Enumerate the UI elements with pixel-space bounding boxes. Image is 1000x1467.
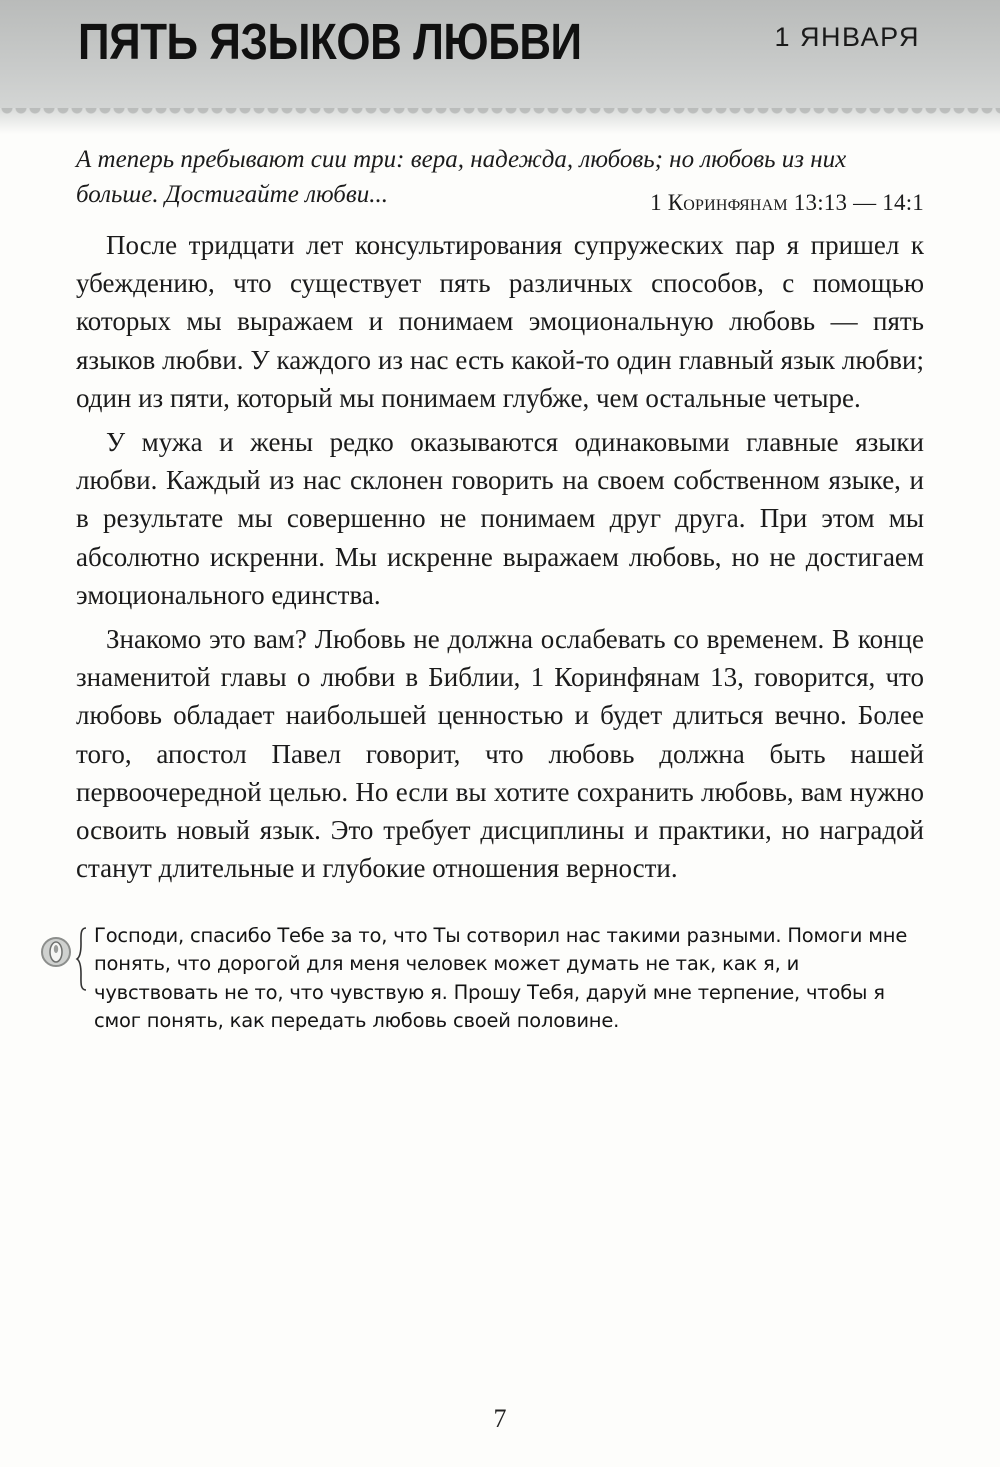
epigraph-quote: А теперь пребывают сии три: вера, надежда, любовь; но любовь из них больше. Достигайте любви... bbox=[76, 146, 847, 208]
body-paragraph: У мужа и жены редко оказываются одинаковыми главные языки любви. Каждый из нас склонен говорить на своем собственном языке, и в результате мы совершенно не понимаем друг друга. При этом мы абсолютно искренни. Мы искренне выражаем любовь, но не достигаем эмоционального единства. bbox=[76, 427, 924, 610]
epigraph bbox=[76, 142, 924, 215]
date-label: 1 ЯНВАРЯ bbox=[774, 22, 920, 52]
prayer-block bbox=[38, 922, 938, 1034]
page-title: ПЯТЬ ЯЗЫКОВ ЛЮБВИ bbox=[78, 13, 582, 70]
body-paragraph: После тридцати лет консультирования супружеских пар я пришел к убеждению, что существует пять различных способов, с помощью которых мы выражаем и понимаем эмоциональную любовь — пять языков любви. У каждого из нас есть какой-то один главный язык любви; один из пяти, который мы понимаем глубже, чем остальные четыре. bbox=[76, 230, 924, 413]
brace-ornament bbox=[75, 926, 89, 992]
epigraph-reference: 1 Коринфянам 13:13 — 14:1 bbox=[650, 190, 924, 215]
header-ornament-edge bbox=[0, 108, 1000, 134]
page-number: 7 bbox=[493, 1404, 507, 1433]
body-text bbox=[76, 226, 924, 893]
candle-icon bbox=[38, 934, 74, 970]
body-paragraph: Знакомо это вам? Любовь не должна ослабевать со временем. В конце знаменитой главы о любви в Библии, 1 Коринфянам 13, говорится, что любовь обладает наибольшей ценностью и будет длиться вечно. Более того, апостол Павел говорит, что любовь должна быть нашей первоочередной целью. Но если вы хотите сохранить любовь, вам нужно освоить новый язык. Это требует дисциплины и практики, но наградой станут длительные и глубокие отношения верности. bbox=[76, 624, 924, 884]
prayer-text: Господи, спасибо Тебе за то, что Ты сотворил нас такими разными. Помоги мне понять, что дорогой для меня человек может думать не так, как я, и чувствовать не то, что чувствую я. Прошу Тебя, даруй мне терпение, чтобы я смог понять, как передать любовь своей половине. bbox=[94, 924, 908, 1033]
